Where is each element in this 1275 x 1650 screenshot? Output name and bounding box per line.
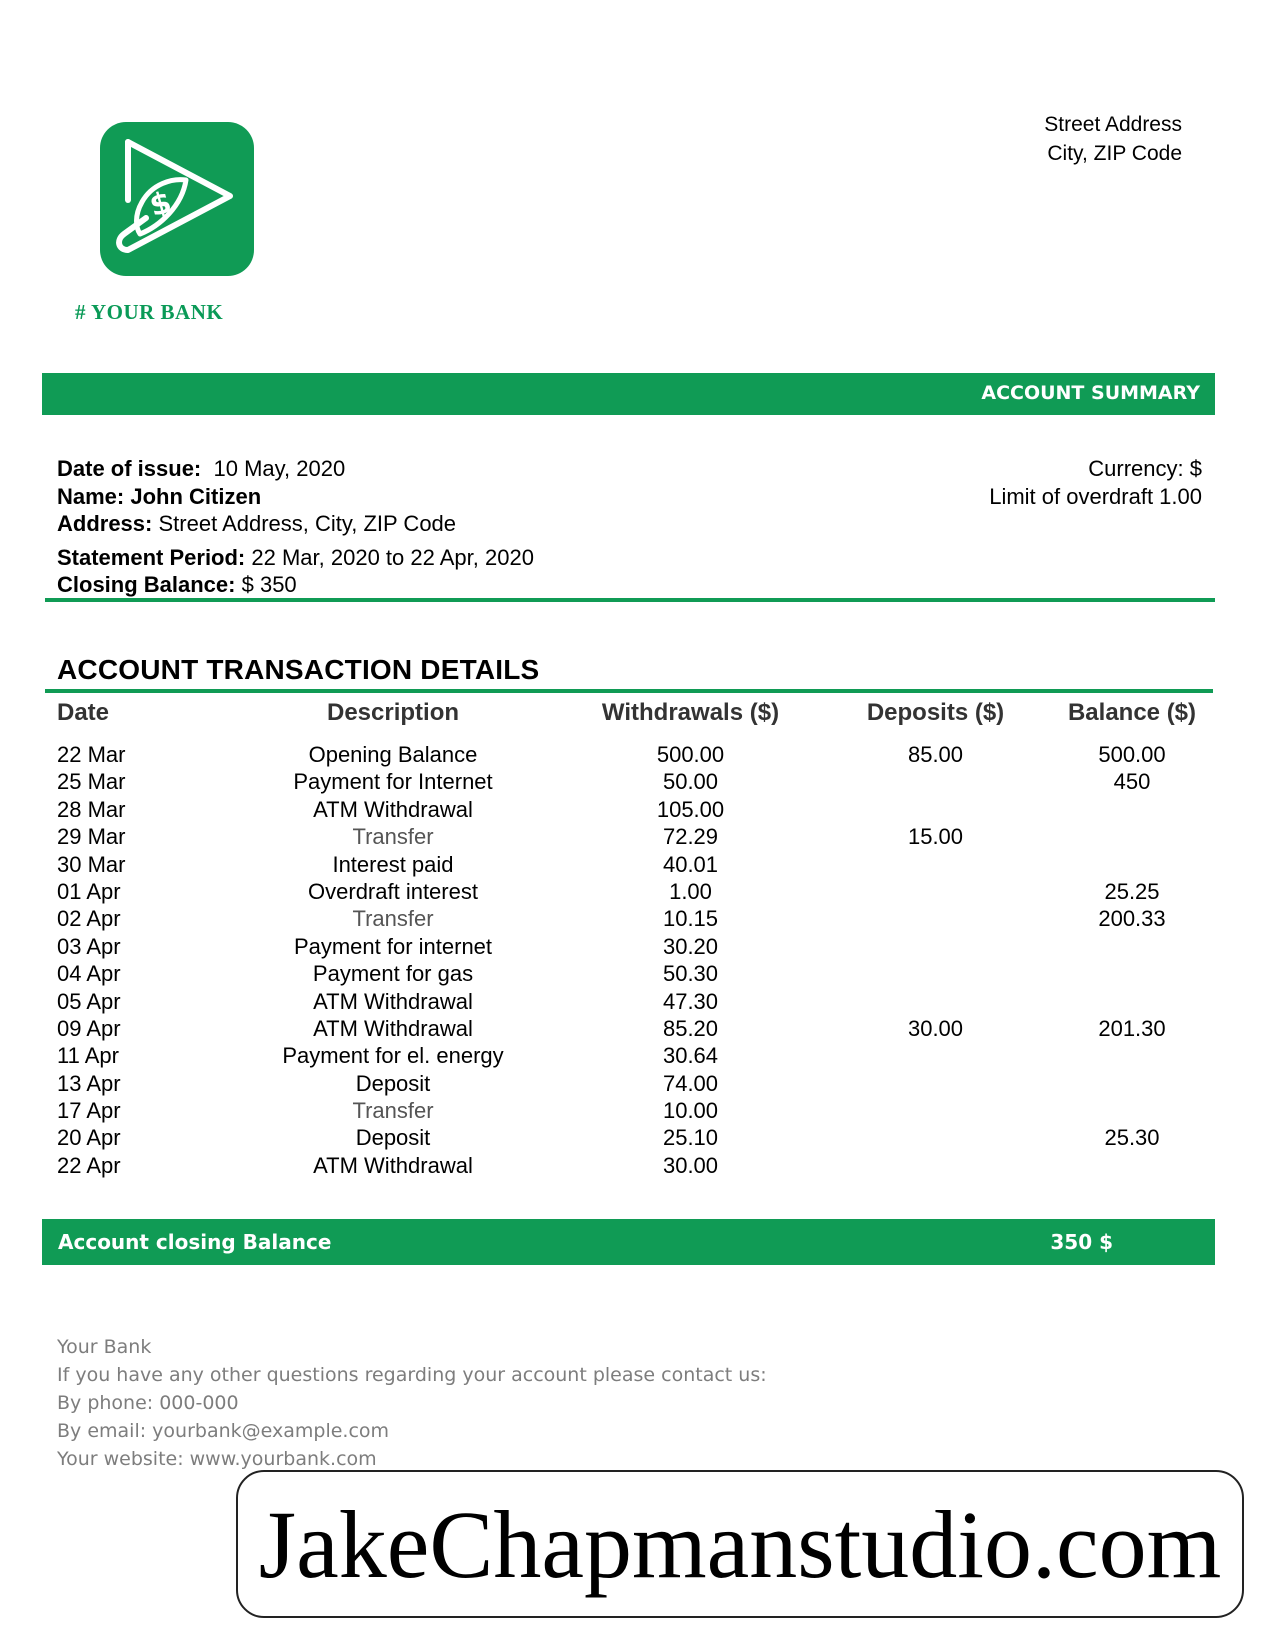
date-of-issue-label: Date of issue: [57, 456, 202, 481]
cell-withdrawal: 30.20 [662, 933, 719, 959]
cell-withdrawal: 47.30 [662, 988, 719, 1014]
cell-balance: 25.25 [1104, 878, 1160, 904]
cell-description: ATM Withdrawal [313, 796, 473, 822]
cell-description: Interest paid [332, 851, 454, 877]
watermark: JakeChapmanstudio.com [236, 1470, 1244, 1618]
table-row [45, 878, 1213, 905]
cell-withdrawal: 40.01 [662, 851, 719, 877]
cell-description: ATM Withdrawal [313, 1015, 473, 1041]
cell-withdrawal: 10.15 [662, 906, 719, 932]
cell-balance [1051, 796, 1213, 823]
table-row [45, 1070, 1213, 1097]
cell-description: Payment for Internet [293, 769, 493, 795]
footer-website: Your website: www.yourbank.com [57, 1448, 377, 1470]
cell-deposit: 30.00 [907, 1015, 964, 1041]
table-row [45, 1097, 1213, 1124]
cell-balance [1051, 1097, 1213, 1124]
table-header [45, 692, 1213, 732]
column-header-withdrawals: Withdrawals ($) [601, 699, 780, 726]
table-row [45, 851, 1213, 878]
closing-balance-bar-label: Account closing Balance [58, 1230, 332, 1254]
statement-period-label: Statement Period: [57, 544, 246, 570]
cell-withdrawal: 1.00 [669, 878, 712, 904]
cell-date: 13 Apr [57, 1070, 121, 1096]
column-header-description: Description [326, 699, 460, 726]
customer-address-label: Address: [57, 511, 153, 536]
table-row [45, 1124, 1213, 1151]
cell-date: 29 Mar [57, 824, 126, 850]
table-row [45, 988, 1213, 1015]
closing-balance-value: $ 350 [241, 572, 297, 597]
cell-description: Payment for internet [293, 933, 493, 959]
cell-description: Overdraft interest [308, 878, 478, 904]
cell-balance [1051, 960, 1213, 987]
cell-withdrawal: 30.00 [662, 1152, 719, 1178]
cell-date: 25 Mar [57, 769, 126, 795]
cell-date: 20 Apr [57, 1125, 121, 1151]
footer-phone: By phone: 000-000 [57, 1392, 239, 1414]
table-row [45, 933, 1213, 960]
cell-deposit [820, 960, 1051, 987]
cell-date: 05 Apr [57, 988, 121, 1014]
cell-deposit [820, 1097, 1051, 1124]
divider [45, 598, 1215, 602]
bank-logo-icon [100, 122, 254, 276]
cell-deposit [820, 851, 1051, 878]
cell-balance [1051, 1070, 1213, 1097]
cell-deposit [820, 933, 1051, 960]
column-header-deposits: Deposits ($) [866, 699, 1005, 726]
cell-date: 11 Apr [57, 1043, 119, 1069]
cell-withdrawal: 85.20 [662, 1015, 719, 1041]
customer-name [57, 483, 534, 511]
cell-date: 22 Apr [57, 1152, 121, 1178]
date-of-issue [57, 455, 534, 483]
cell-deposit [820, 988, 1051, 1015]
customer-address [57, 510, 534, 538]
date-of-issue-value: 10 May, 2020 [213, 456, 346, 481]
cell-withdrawal: 25.10 [662, 1125, 719, 1151]
cell-description: Payment for el. energy [282, 1043, 504, 1069]
cell-description: Opening Balance [308, 742, 478, 767]
footer-bank-name: Your Bank [57, 1336, 152, 1358]
cell-description: Transfer [352, 824, 434, 850]
cell-description: Payment for gas [312, 961, 474, 987]
cell-description: Deposit [355, 1070, 431, 1096]
table-row [45, 905, 1213, 932]
cell-withdrawal: 30.64 [662, 1043, 719, 1069]
cell-deposit [820, 768, 1051, 795]
bank-name: # YOUR BANK [75, 300, 224, 324]
currency: Currency: $ [1088, 456, 1202, 481]
cell-withdrawal: 74.00 [662, 1070, 719, 1096]
cell-withdrawal: 105.00 [656, 796, 725, 822]
closing-balance-bar [42, 1219, 1215, 1265]
svg-text:$: $ [146, 184, 176, 225]
footer-email: By email: yourbank@example.com [57, 1420, 390, 1442]
account-summary-title: ACCOUNT SUMMARY [981, 382, 1200, 404]
cell-balance [1051, 823, 1213, 850]
account-summary-bar [42, 373, 1215, 415]
cell-deposit [820, 905, 1051, 932]
cell-date: 09 Apr [57, 1015, 121, 1041]
table-row [45, 1152, 1213, 1179]
cell-balance [1051, 1042, 1213, 1069]
cell-withdrawal: 50.00 [662, 769, 719, 795]
cell-withdrawal: 72.29 [662, 824, 719, 850]
footer-questions: If you have any other questions regarding your account please contact us: [57, 1364, 767, 1386]
closing-balance-bar-value: 350 $ [1050, 1230, 1113, 1254]
cell-date: 30 Mar [57, 851, 126, 877]
cell-deposit [820, 1042, 1051, 1069]
cell-description: ATM Withdrawal [313, 988, 473, 1014]
cell-deposit [820, 796, 1051, 823]
cell-balance: 25.30 [1104, 1125, 1160, 1151]
cell-balance: 201.30 [1098, 1015, 1166, 1041]
cell-deposit [820, 1152, 1051, 1179]
statement-period-value: 22 Mar, 2020 to 22 Apr, 2020 [251, 544, 534, 570]
closing-balance [57, 571, 534, 599]
table-row [45, 741, 1213, 768]
statement-period [57, 544, 534, 572]
cell-date: 03 Apr [57, 933, 121, 959]
account-info [57, 455, 534, 599]
cell-balance [1051, 988, 1213, 1015]
cell-date: 17 Apr [57, 1098, 121, 1124]
transactions-table [45, 692, 1213, 1179]
cell-deposit [820, 1070, 1051, 1097]
account-meta [989, 455, 1202, 510]
cell-description: Transfer [352, 906, 434, 932]
table-row [45, 796, 1213, 823]
column-header-balance: Balance ($) [1067, 699, 1197, 726]
cell-balance [1051, 933, 1213, 960]
customer-address-value: Street Address, City, ZIP Code [158, 511, 457, 536]
cell-withdrawal: 10.00 [662, 1098, 719, 1124]
cell-deposit: 85.00 [907, 742, 964, 767]
table-row [45, 823, 1213, 850]
cell-date: 02 Apr [57, 906, 121, 932]
transactions-heading: ACCOUNT TRANSACTION DETAILS [57, 654, 540, 685]
column-header-date: Date [57, 699, 110, 726]
table-row [45, 1042, 1213, 1069]
cell-description: Transfer [352, 1098, 434, 1124]
bank-address-line1: Street Address [1044, 113, 1182, 136]
cell-description: ATM Withdrawal [313, 1152, 473, 1178]
table-row [45, 1015, 1213, 1042]
cell-balance [1051, 1152, 1213, 1179]
table-body [45, 741, 1213, 1179]
cell-balance: 500.00 [1098, 742, 1166, 767]
cell-balance [1051, 851, 1213, 878]
cell-date: 22 Mar [57, 742, 126, 767]
customer-name-label: Name: John Citizen [57, 483, 262, 509]
cell-date: 28 Mar [57, 796, 126, 822]
cell-deposit [820, 878, 1051, 905]
cell-balance: 450 [1113, 769, 1151, 795]
table-row [45, 960, 1213, 987]
table-row [45, 768, 1213, 795]
footer-contact [57, 1333, 767, 1473]
cell-deposit: 15.00 [907, 824, 964, 850]
overdraft-limit: Limit of overdraft 1.00 [989, 483, 1202, 509]
cell-description: Deposit [355, 1125, 431, 1151]
cell-deposit [820, 1124, 1051, 1151]
cell-withdrawal: 500.00 [656, 742, 725, 767]
cell-withdrawal: 50.30 [662, 961, 719, 987]
bank-address-line2: City, ZIP Code [1047, 142, 1182, 165]
cell-balance: 200.33 [1098, 906, 1166, 932]
cell-date: 04 Apr [57, 961, 121, 987]
cell-date: 01 Apr [57, 878, 121, 904]
bank-address [1044, 110, 1182, 168]
closing-balance-label: Closing Balance: [57, 572, 236, 597]
